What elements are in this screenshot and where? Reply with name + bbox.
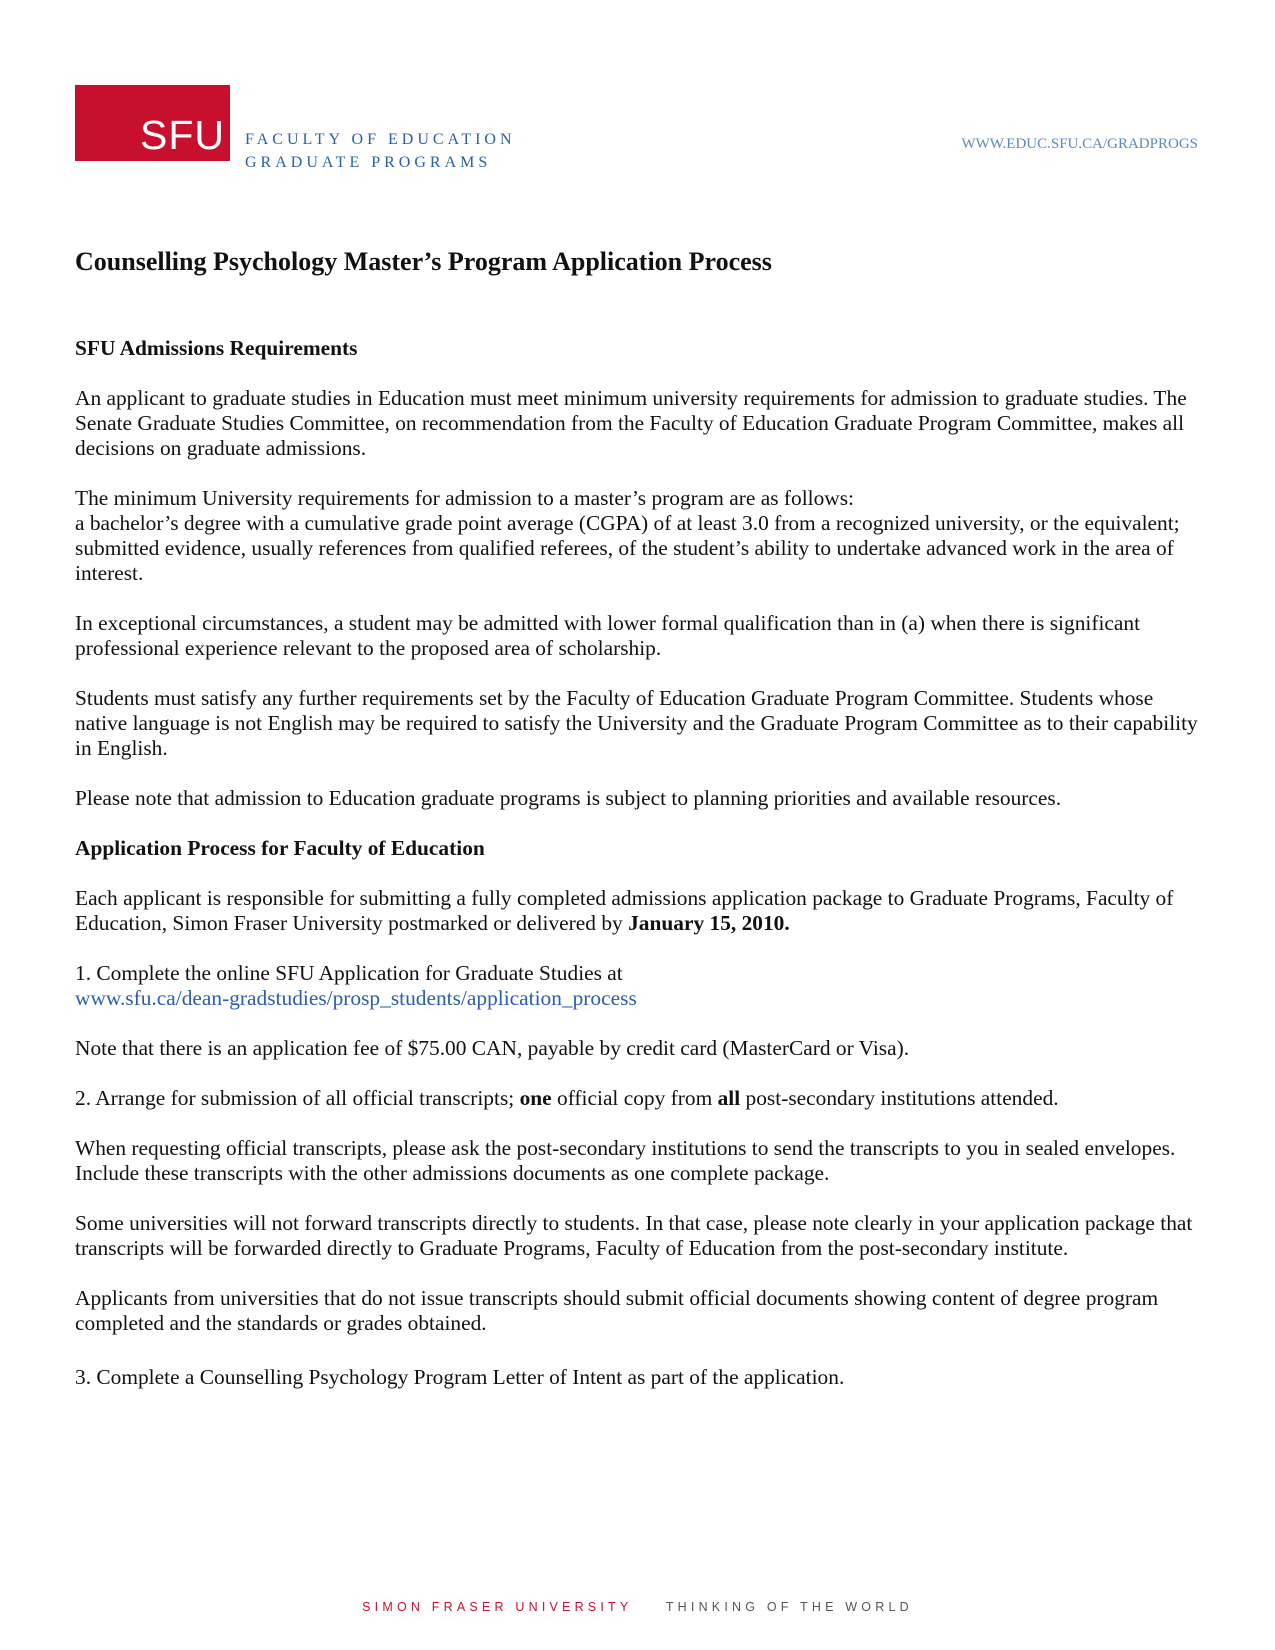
paragraph-no-transcripts: Applicants from universities that do not issue transcripts should submit official documents showing content of degree program completed and the standards or grades obtained.	[75, 1286, 1159, 1335]
step-2-text-c: post-secondary institutions attended.	[740, 1086, 1059, 1110]
faculty-line1: FACULTY OF EDUCATION	[245, 131, 516, 148]
sfu-logo-text: SFU	[140, 112, 225, 158]
application-link[interactable]: www.sfu.ca/dean-gradstudies/prosp_students/application_process	[75, 986, 637, 1010]
step-2-bold-one: one	[519, 1086, 552, 1110]
faculty-line2: GRADUATE PROGRAMS	[245, 154, 492, 171]
footer-tagline: THINKING OF THE WORLD	[665, 1600, 913, 1614]
fee-note: Note that there is an application fee of $75.00 CAN, payable by credit card (MasterCard or Visa).	[75, 1036, 910, 1060]
footer-university: SIMON FRASER UNIVERSITY	[362, 1600, 633, 1614]
step-3: 3. Complete a Counselling Psychology Program Letter of Intent as part of the application.	[75, 1365, 845, 1389]
sfu-logo	[75, 85, 230, 161]
paragraph-responsibility	[75, 886, 1205, 936]
step-1-text: 1. Complete the online SFU Application for Graduate Studies at	[75, 961, 623, 985]
header-url: WWW.EDUC.SFU.CA/GRADPROGS	[961, 136, 1198, 152]
paragraph-planning: Please note that admission to Education graduate programs is subject to planning priorities and available resources.	[75, 786, 1062, 810]
requirements-intro: The minimum University requirements for admission to a master’s program are as follows:	[75, 486, 855, 510]
paragraph-applicant: An applicant to graduate studies in Education must meet minimum university requirements for admission to graduate studies. The Senate Graduate Studies Committee, on recommendation from the Faculty of Education Graduate Program Committee, makes all decisions on graduate admissions.	[75, 386, 1187, 460]
faculty-name	[245, 128, 516, 174]
step-2-bold-all: all	[717, 1086, 741, 1110]
section-heading-admissions: SFU Admissions Requirements	[75, 336, 358, 360]
paragraph-exceptional: In exceptional circumstances, a student may be admitted with lower formal qualification than in (a) when there is significant professional experience relevant to the proposed area of scholarship.	[75, 611, 1141, 660]
deadline: January 15, 2010.	[628, 911, 790, 935]
paragraph-requesting-transcripts: When requesting official transcripts, please ask the post-secondary institutions to send the transcripts to you in sealed envelopes. Include these transcripts with the other admissions documents as one complete package.	[75, 1136, 1176, 1185]
page-title: Counselling Psychology Master’s Program Application Process	[75, 247, 772, 276]
footer	[0, 1600, 1275, 1614]
section-heading-application: Application Process for Faculty of Education	[75, 836, 485, 860]
step-1	[75, 961, 1205, 1011]
requirements-detail: a bachelor’s degree with a cumulative grade point average (CGPA) of at least 3.0 from a recognized university, or the equivalent; submitted evidence, usually references from qualified referees, of the student’s ability to undertake advanced work in the area of interest.	[75, 511, 1180, 585]
paragraph-forwarding: Some universities will not forward transcripts directly to students. In that case, please note clearly in your application package that transcripts will be forwarded directly to Graduate Programs, Faculty of Education from the post-secondary institute.	[75, 1211, 1193, 1260]
step-2-text-b: official copy from	[551, 1086, 718, 1110]
step-2	[75, 1086, 1205, 1111]
paragraph-further-requirements: Students must satisfy any further requirements set by the Faculty of Education Graduate Program Committee. Students whose native language is not English may be required to satisfy the University and the Graduate Program Committee as to their capability in English.	[75, 686, 1198, 760]
responsibility-text: Each applicant is responsible for submitting a fully completed admissions application package to Graduate Programs, Faculty of Education, Simon Fraser University postmarked or delivered by	[75, 886, 1174, 935]
paragraph-minimum-requirements	[75, 486, 1205, 586]
step-2-text-a: 2. Arrange for submission of all official transcripts;	[75, 1086, 520, 1110]
document-body	[75, 336, 1205, 1415]
